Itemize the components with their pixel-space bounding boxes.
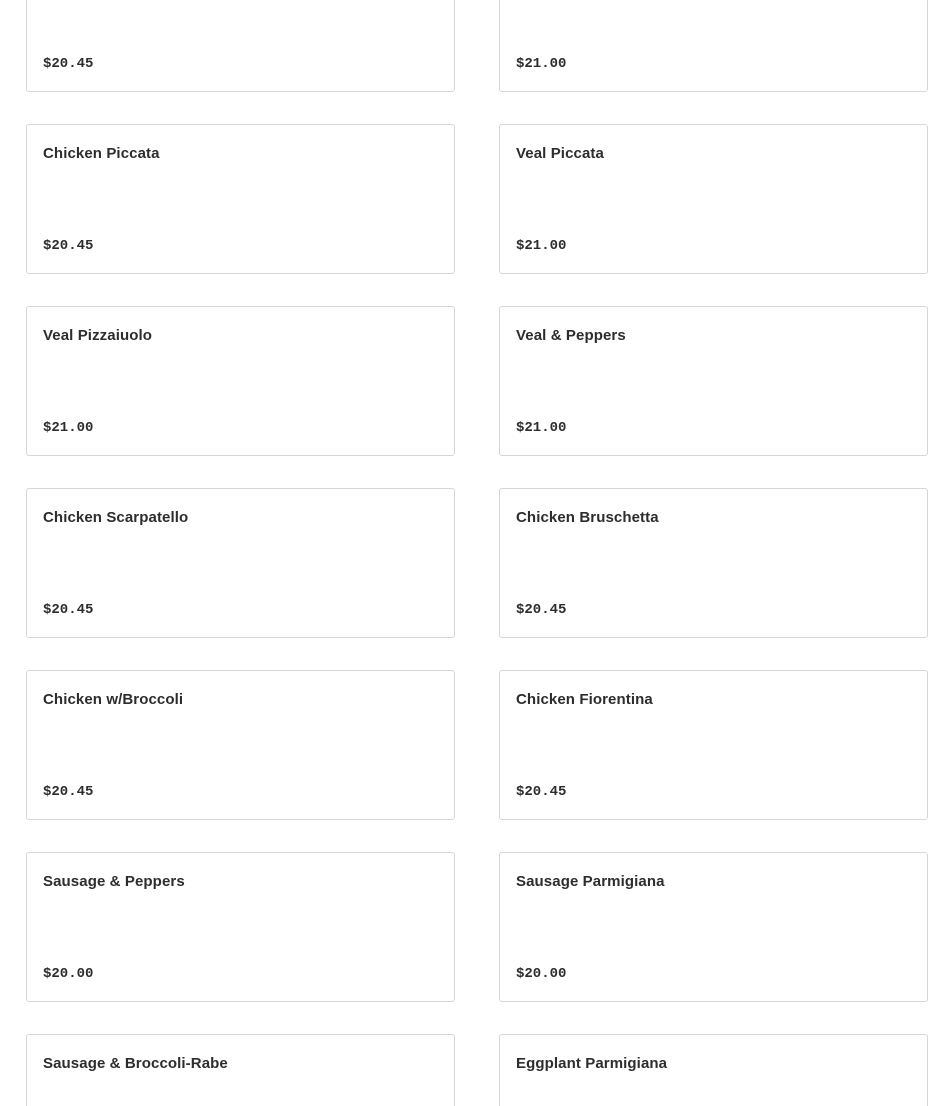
menu-item-card[interactable] — [26, 124, 455, 274]
menu-item-price: $20.45 — [516, 602, 567, 618]
menu-item-name: Chicken Piccata — [43, 145, 160, 162]
menu-item-name: Chicken Scarpatello — [43, 509, 189, 526]
menu-item-price: $21.00 — [43, 420, 94, 436]
menu-item-card[interactable] — [26, 1034, 455, 1106]
menu-item-name: Veal & Peppers — [516, 327, 626, 344]
menu-item-name: Sausage & Broccoli-Rabe — [43, 1055, 228, 1072]
menu-item-price: $20.45 — [43, 238, 94, 254]
menu-item-price: $20.45 — [516, 784, 567, 800]
menu-item-card[interactable] — [26, 670, 455, 820]
menu-item-card[interactable] — [26, 306, 455, 456]
menu-item-card[interactable] — [499, 124, 928, 274]
menu-item-card[interactable] — [26, 0, 455, 92]
menu-item-price: $20.00 — [516, 966, 567, 982]
menu-item-price: $21.00 — [516, 238, 567, 254]
menu-item-price: $21.00 — [516, 420, 567, 436]
menu-item-card[interactable] — [499, 670, 928, 820]
menu-item-name: Chicken w/Broccoli — [43, 691, 184, 708]
menu-item-card[interactable] — [499, 0, 928, 92]
menu-item-name: Veal Piccata — [516, 145, 604, 162]
menu-item-price: $20.45 — [43, 602, 94, 618]
menu-item-card[interactable] — [499, 1034, 928, 1106]
menu-item-name: Sausage & Peppers — [43, 873, 185, 890]
menu-item-price: $20.45 — [43, 56, 94, 72]
menu-item-name: Veal Pizzaiuolo — [43, 327, 153, 344]
menu-item-card[interactable] — [499, 306, 928, 456]
menu-item-price: $20.45 — [43, 784, 94, 800]
menu-item-price: $21.00 — [516, 56, 567, 72]
menu-item-price: $20.00 — [43, 966, 94, 982]
menu-item-card[interactable] — [499, 488, 928, 638]
menu-item-name: Chicken Fiorentina — [516, 691, 653, 708]
menu-item-card[interactable] — [26, 488, 455, 638]
menu-item-card[interactable] — [26, 852, 455, 1002]
menu-item-name: Chicken Bruschetta — [516, 509, 659, 526]
menu-item-card[interactable] — [499, 852, 928, 1002]
menu-item-name: Sausage Parmigiana — [516, 873, 665, 890]
menu-item-name: Eggplant Parmigiana — [516, 1055, 668, 1072]
menu-item-grid — [26, 0, 928, 1106]
